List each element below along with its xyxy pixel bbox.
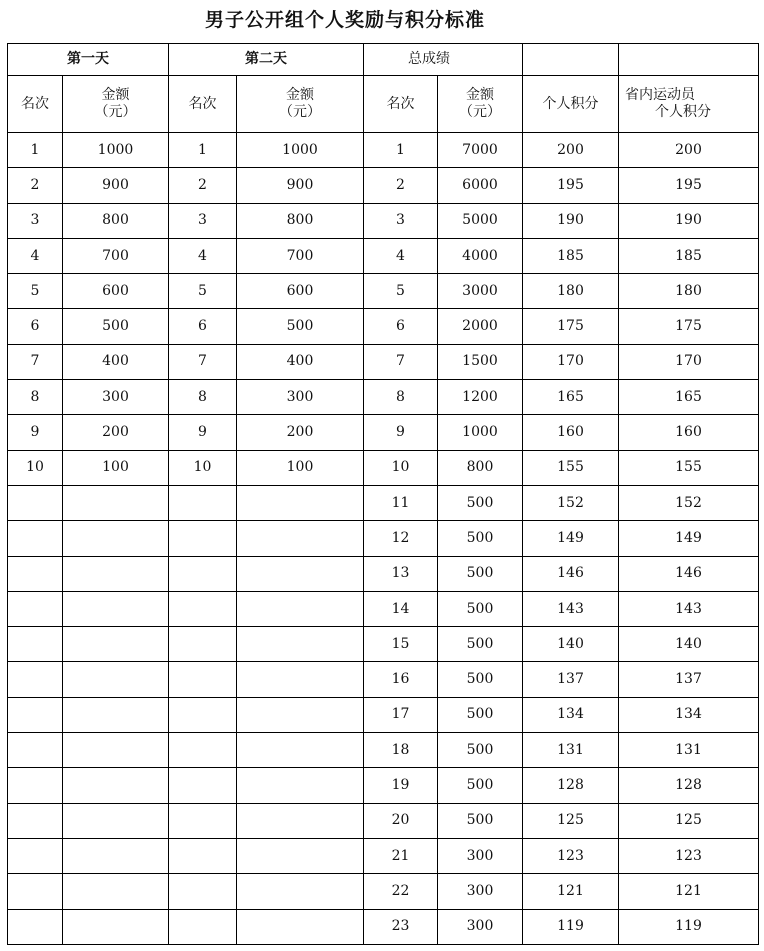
day1-amount-cell [63, 556, 169, 591]
table-row [8, 450, 759, 485]
points-cell: 128 [523, 768, 619, 803]
day1-amount-cell [63, 733, 169, 768]
day2-rank-cell [169, 697, 237, 732]
day2-rank-cell [169, 556, 237, 591]
points-cell: 155 [523, 450, 619, 485]
day2-amount-cell: 900 [237, 168, 364, 203]
day2-amount-cell [237, 697, 364, 732]
day1-amount-cell [63, 768, 169, 803]
table-row [8, 697, 759, 732]
provincial-points-cell: 160 [619, 415, 759, 450]
provincial-points-cell: 185 [619, 238, 759, 273]
total-rank-cell: 22 [364, 874, 438, 909]
day2-rank-cell: 8 [169, 380, 237, 415]
points-cell: 140 [523, 627, 619, 662]
total-amount-cell: 6000 [438, 168, 523, 203]
total-amount-cell: 3000 [438, 274, 523, 309]
day1-rank-cell [8, 556, 63, 591]
day2-amount-cell [237, 627, 364, 662]
table-row [8, 344, 759, 379]
points-cell: 137 [523, 662, 619, 697]
points-cell: 121 [523, 874, 619, 909]
day2-rank-cell [169, 768, 237, 803]
day2-amount-cell [237, 838, 364, 873]
total-rank-cell: 4 [364, 238, 438, 273]
provincial-points-cell: 180 [619, 274, 759, 309]
day1-rank-cell [8, 521, 63, 556]
day2-amount-cell [237, 733, 364, 768]
day2-rank-cell: 1 [169, 133, 237, 168]
day2-amount-cell: 800 [237, 203, 364, 238]
day1-rank-cell: 5 [8, 274, 63, 309]
points-cell: 175 [523, 309, 619, 344]
group-header-row [8, 44, 759, 76]
day1-amount-cell [63, 662, 169, 697]
day1-amount-cell: 200 [63, 415, 169, 450]
day1-amount-cell [63, 909, 169, 944]
provincial-points-cell: 190 [619, 203, 759, 238]
day1-rank-cell [8, 838, 63, 873]
table-row [8, 309, 759, 344]
total-amount-cell: 7000 [438, 133, 523, 168]
day1-amount-cell: 600 [63, 274, 169, 309]
total-amount-cell: 500 [438, 697, 523, 732]
header-d2-amount [237, 76, 364, 133]
provincial-points-cell: 175 [619, 309, 759, 344]
day1-rank-cell [8, 803, 63, 838]
day2-amount-cell [237, 556, 364, 591]
header-total-amount [438, 76, 523, 133]
day1-amount-cell: 300 [63, 380, 169, 415]
total-amount-cell: 500 [438, 733, 523, 768]
total-amount-cell: 1200 [438, 380, 523, 415]
table-row [8, 521, 759, 556]
table-row [8, 556, 759, 591]
header-total-rank [364, 76, 438, 133]
day1-amount-cell: 900 [63, 168, 169, 203]
provincial-points-cell: 131 [619, 733, 759, 768]
total-amount-cell: 500 [438, 768, 523, 803]
table-row [8, 274, 759, 309]
total-amount-cell: 2000 [438, 309, 523, 344]
day1-rank-cell [8, 768, 63, 803]
day2-amount-cell: 700 [237, 238, 364, 273]
points-cell: 146 [523, 556, 619, 591]
points-cell: 149 [523, 521, 619, 556]
day2-rank-cell [169, 874, 237, 909]
day1-rank-cell [8, 697, 63, 732]
group-day2 [169, 44, 364, 76]
points-cell: 190 [523, 203, 619, 238]
provincial-points-cell: 119 [619, 909, 759, 944]
total-rank-cell: 1 [364, 133, 438, 168]
day1-amount-cell: 100 [63, 450, 169, 485]
provincial-points-cell: 165 [619, 380, 759, 415]
table-row [8, 909, 759, 944]
total-amount-cell: 4000 [438, 238, 523, 273]
day2-rank-cell [169, 591, 237, 626]
group-total-label: 总成绩 [408, 51, 450, 67]
header-d2-rank-label: 名次 [188, 95, 217, 112]
group-day1 [8, 44, 169, 76]
provincial-points-cell: 155 [619, 450, 759, 485]
day2-rank-cell: 7 [169, 344, 237, 379]
day2-amount-cell: 600 [237, 274, 364, 309]
header-provincial-line1: 省内运动员 [625, 87, 695, 103]
total-rank-cell: 11 [364, 485, 438, 520]
provincial-points-cell: 200 [619, 133, 759, 168]
points-cell: 165 [523, 380, 619, 415]
total-rank-cell: 12 [364, 521, 438, 556]
day1-amount-cell [63, 485, 169, 520]
total-amount-cell: 300 [438, 874, 523, 909]
day1-amount-cell [63, 838, 169, 873]
provincial-points-cell: 134 [619, 697, 759, 732]
reward-points-table [7, 43, 759, 945]
day2-rank-cell: 3 [169, 203, 237, 238]
day2-amount-cell [237, 874, 364, 909]
provincial-points-cell: 170 [619, 344, 759, 379]
total-rank-cell: 2 [364, 168, 438, 203]
table-row [8, 380, 759, 415]
points-cell: 143 [523, 591, 619, 626]
day1-rank-cell [8, 733, 63, 768]
day2-rank-cell [169, 909, 237, 944]
points-cell: 152 [523, 485, 619, 520]
total-amount-cell: 500 [438, 591, 523, 626]
column-header-row [8, 76, 759, 133]
table-row [8, 415, 759, 450]
total-amount-cell: 300 [438, 909, 523, 944]
header-points-label: 个人积分 [542, 95, 599, 112]
day1-rank-cell [8, 591, 63, 626]
total-amount-cell: 500 [438, 556, 523, 591]
day2-amount-cell: 500 [237, 309, 364, 344]
provincial-points-cell: 140 [619, 627, 759, 662]
provincial-points-cell: 137 [619, 662, 759, 697]
total-amount-cell: 300 [438, 838, 523, 873]
header-d2-amount-line2: （元） [279, 104, 321, 120]
table-row [8, 838, 759, 873]
day2-amount-cell: 1000 [237, 133, 364, 168]
day1-rank-cell [8, 909, 63, 944]
day1-rank-cell: 7 [8, 344, 63, 379]
header-d2-amount-line1: 金额 [286, 87, 314, 103]
total-rank-cell: 18 [364, 733, 438, 768]
header-total-amount-line2: （元） [459, 104, 501, 120]
total-amount-cell: 5000 [438, 203, 523, 238]
table-row [8, 485, 759, 520]
total-rank-cell: 16 [364, 662, 438, 697]
provincial-points-cell: 146 [619, 556, 759, 591]
day2-rank-cell: 10 [169, 450, 237, 485]
provincial-points-cell: 123 [619, 838, 759, 873]
points-cell: 125 [523, 803, 619, 838]
day2-amount-cell [237, 521, 364, 556]
day1-rank-cell: 3 [8, 203, 63, 238]
day1-rank-cell [8, 662, 63, 697]
total-rank-cell: 19 [364, 768, 438, 803]
day2-rank-cell [169, 627, 237, 662]
table-row [8, 733, 759, 768]
day2-amount-cell [237, 662, 364, 697]
total-amount-cell: 500 [438, 521, 523, 556]
header-d1-rank-label: 名次 [21, 95, 49, 112]
page-title: 男子公开组个人奖励与积分标准 [204, 9, 485, 31]
day1-amount-cell: 500 [63, 309, 169, 344]
day1-amount-cell [63, 874, 169, 909]
header-total-amount-line1: 金额 [466, 87, 494, 103]
total-amount-cell: 1000 [438, 415, 523, 450]
day2-amount-cell: 100 [237, 450, 364, 485]
provincial-points-cell: 149 [619, 521, 759, 556]
day1-amount-cell [63, 591, 169, 626]
day2-rank-cell: 4 [169, 238, 237, 273]
points-cell: 180 [523, 274, 619, 309]
total-amount-cell: 500 [438, 485, 523, 520]
total-rank-cell: 10 [364, 450, 438, 485]
table-row [8, 133, 759, 168]
day2-amount-cell [237, 591, 364, 626]
day1-amount-cell [63, 803, 169, 838]
day2-rank-cell [169, 838, 237, 873]
provincial-points-cell: 128 [619, 768, 759, 803]
total-rank-cell: 9 [364, 415, 438, 450]
points-cell: 134 [523, 697, 619, 732]
points-cell: 185 [523, 238, 619, 273]
group-total [364, 44, 523, 76]
day2-rank-cell: 2 [169, 168, 237, 203]
group-points-blank [523, 44, 619, 76]
day1-rank-cell [8, 627, 63, 662]
total-amount-cell: 800 [438, 450, 523, 485]
day2-amount-cell: 200 [237, 415, 364, 450]
header-total-rank-label: 名次 [386, 95, 415, 112]
day2-amount-cell: 300 [237, 380, 364, 415]
table-row [8, 168, 759, 203]
day2-amount-cell: 400 [237, 344, 364, 379]
table-row [8, 768, 759, 803]
total-amount-cell: 1500 [438, 344, 523, 379]
day2-rank-cell [169, 521, 237, 556]
day1-rank-cell: 1 [8, 133, 63, 168]
points-cell: 170 [523, 344, 619, 379]
day1-amount-cell [63, 627, 169, 662]
table-row [8, 803, 759, 838]
day2-rank-cell: 6 [169, 309, 237, 344]
day1-amount-cell: 800 [63, 203, 169, 238]
header-d1-amount-line2: （元） [94, 104, 137, 120]
day1-rank-cell: 2 [8, 168, 63, 203]
points-cell: 195 [523, 168, 619, 203]
day1-amount-cell [63, 697, 169, 732]
total-rank-cell: 7 [364, 344, 438, 379]
provincial-points-cell: 143 [619, 591, 759, 626]
points-cell: 200 [523, 133, 619, 168]
table-row [8, 203, 759, 238]
day1-rank-cell: 10 [8, 450, 63, 485]
total-rank-cell: 6 [364, 309, 438, 344]
day2-rank-cell: 9 [169, 415, 237, 450]
day2-rank-cell: 5 [169, 274, 237, 309]
total-rank-cell: 20 [364, 803, 438, 838]
day2-rank-cell [169, 485, 237, 520]
header-d2-rank [169, 76, 237, 133]
group-day2-label: 第二天 [245, 51, 287, 67]
day2-amount-cell [237, 909, 364, 944]
day1-amount-cell [63, 521, 169, 556]
header-provincial-points [619, 76, 759, 133]
header-provincial-line2: 个人积分 [655, 104, 711, 120]
day1-amount-cell: 400 [63, 344, 169, 379]
total-amount-cell: 500 [438, 627, 523, 662]
table-row [8, 874, 759, 909]
total-rank-cell: 15 [364, 627, 438, 662]
day1-rank-cell: 6 [8, 309, 63, 344]
provincial-points-cell: 125 [619, 803, 759, 838]
total-rank-cell: 5 [364, 274, 438, 309]
day2-amount-cell [237, 803, 364, 838]
points-cell: 123 [523, 838, 619, 873]
total-rank-cell: 14 [364, 591, 438, 626]
day1-rank-cell [8, 874, 63, 909]
points-cell: 131 [523, 733, 619, 768]
table-row [8, 238, 759, 273]
day2-rank-cell [169, 662, 237, 697]
day1-amount-cell: 1000 [63, 133, 169, 168]
day2-amount-cell [237, 485, 364, 520]
total-rank-cell: 21 [364, 838, 438, 873]
table-row [8, 591, 759, 626]
total-rank-cell: 23 [364, 909, 438, 944]
provincial-points-cell: 121 [619, 874, 759, 909]
group-day1-label: 第一天 [67, 51, 109, 67]
total-rank-cell: 3 [364, 203, 438, 238]
points-cell: 119 [523, 909, 619, 944]
total-amount-cell: 500 [438, 662, 523, 697]
header-d1-amount [63, 76, 169, 133]
group-provincial-blank [619, 44, 759, 76]
total-rank-cell: 8 [364, 380, 438, 415]
total-rank-cell: 17 [364, 697, 438, 732]
total-rank-cell: 13 [364, 556, 438, 591]
provincial-points-cell: 195 [619, 168, 759, 203]
header-d1-amount-line1: 金额 [101, 87, 130, 103]
day1-rank-cell [8, 485, 63, 520]
total-amount-cell: 500 [438, 803, 523, 838]
day2-amount-cell [237, 768, 364, 803]
day1-amount-cell: 700 [63, 238, 169, 273]
provincial-points-cell: 152 [619, 485, 759, 520]
table-row [8, 662, 759, 697]
day1-rank-cell: 9 [8, 415, 63, 450]
table-row [8, 627, 759, 662]
day2-rank-cell [169, 733, 237, 768]
header-d1-rank [8, 76, 63, 133]
day2-rank-cell [169, 803, 237, 838]
header-points [523, 76, 619, 133]
day1-rank-cell: 8 [8, 380, 63, 415]
points-cell: 160 [523, 415, 619, 450]
day1-rank-cell: 4 [8, 238, 63, 273]
